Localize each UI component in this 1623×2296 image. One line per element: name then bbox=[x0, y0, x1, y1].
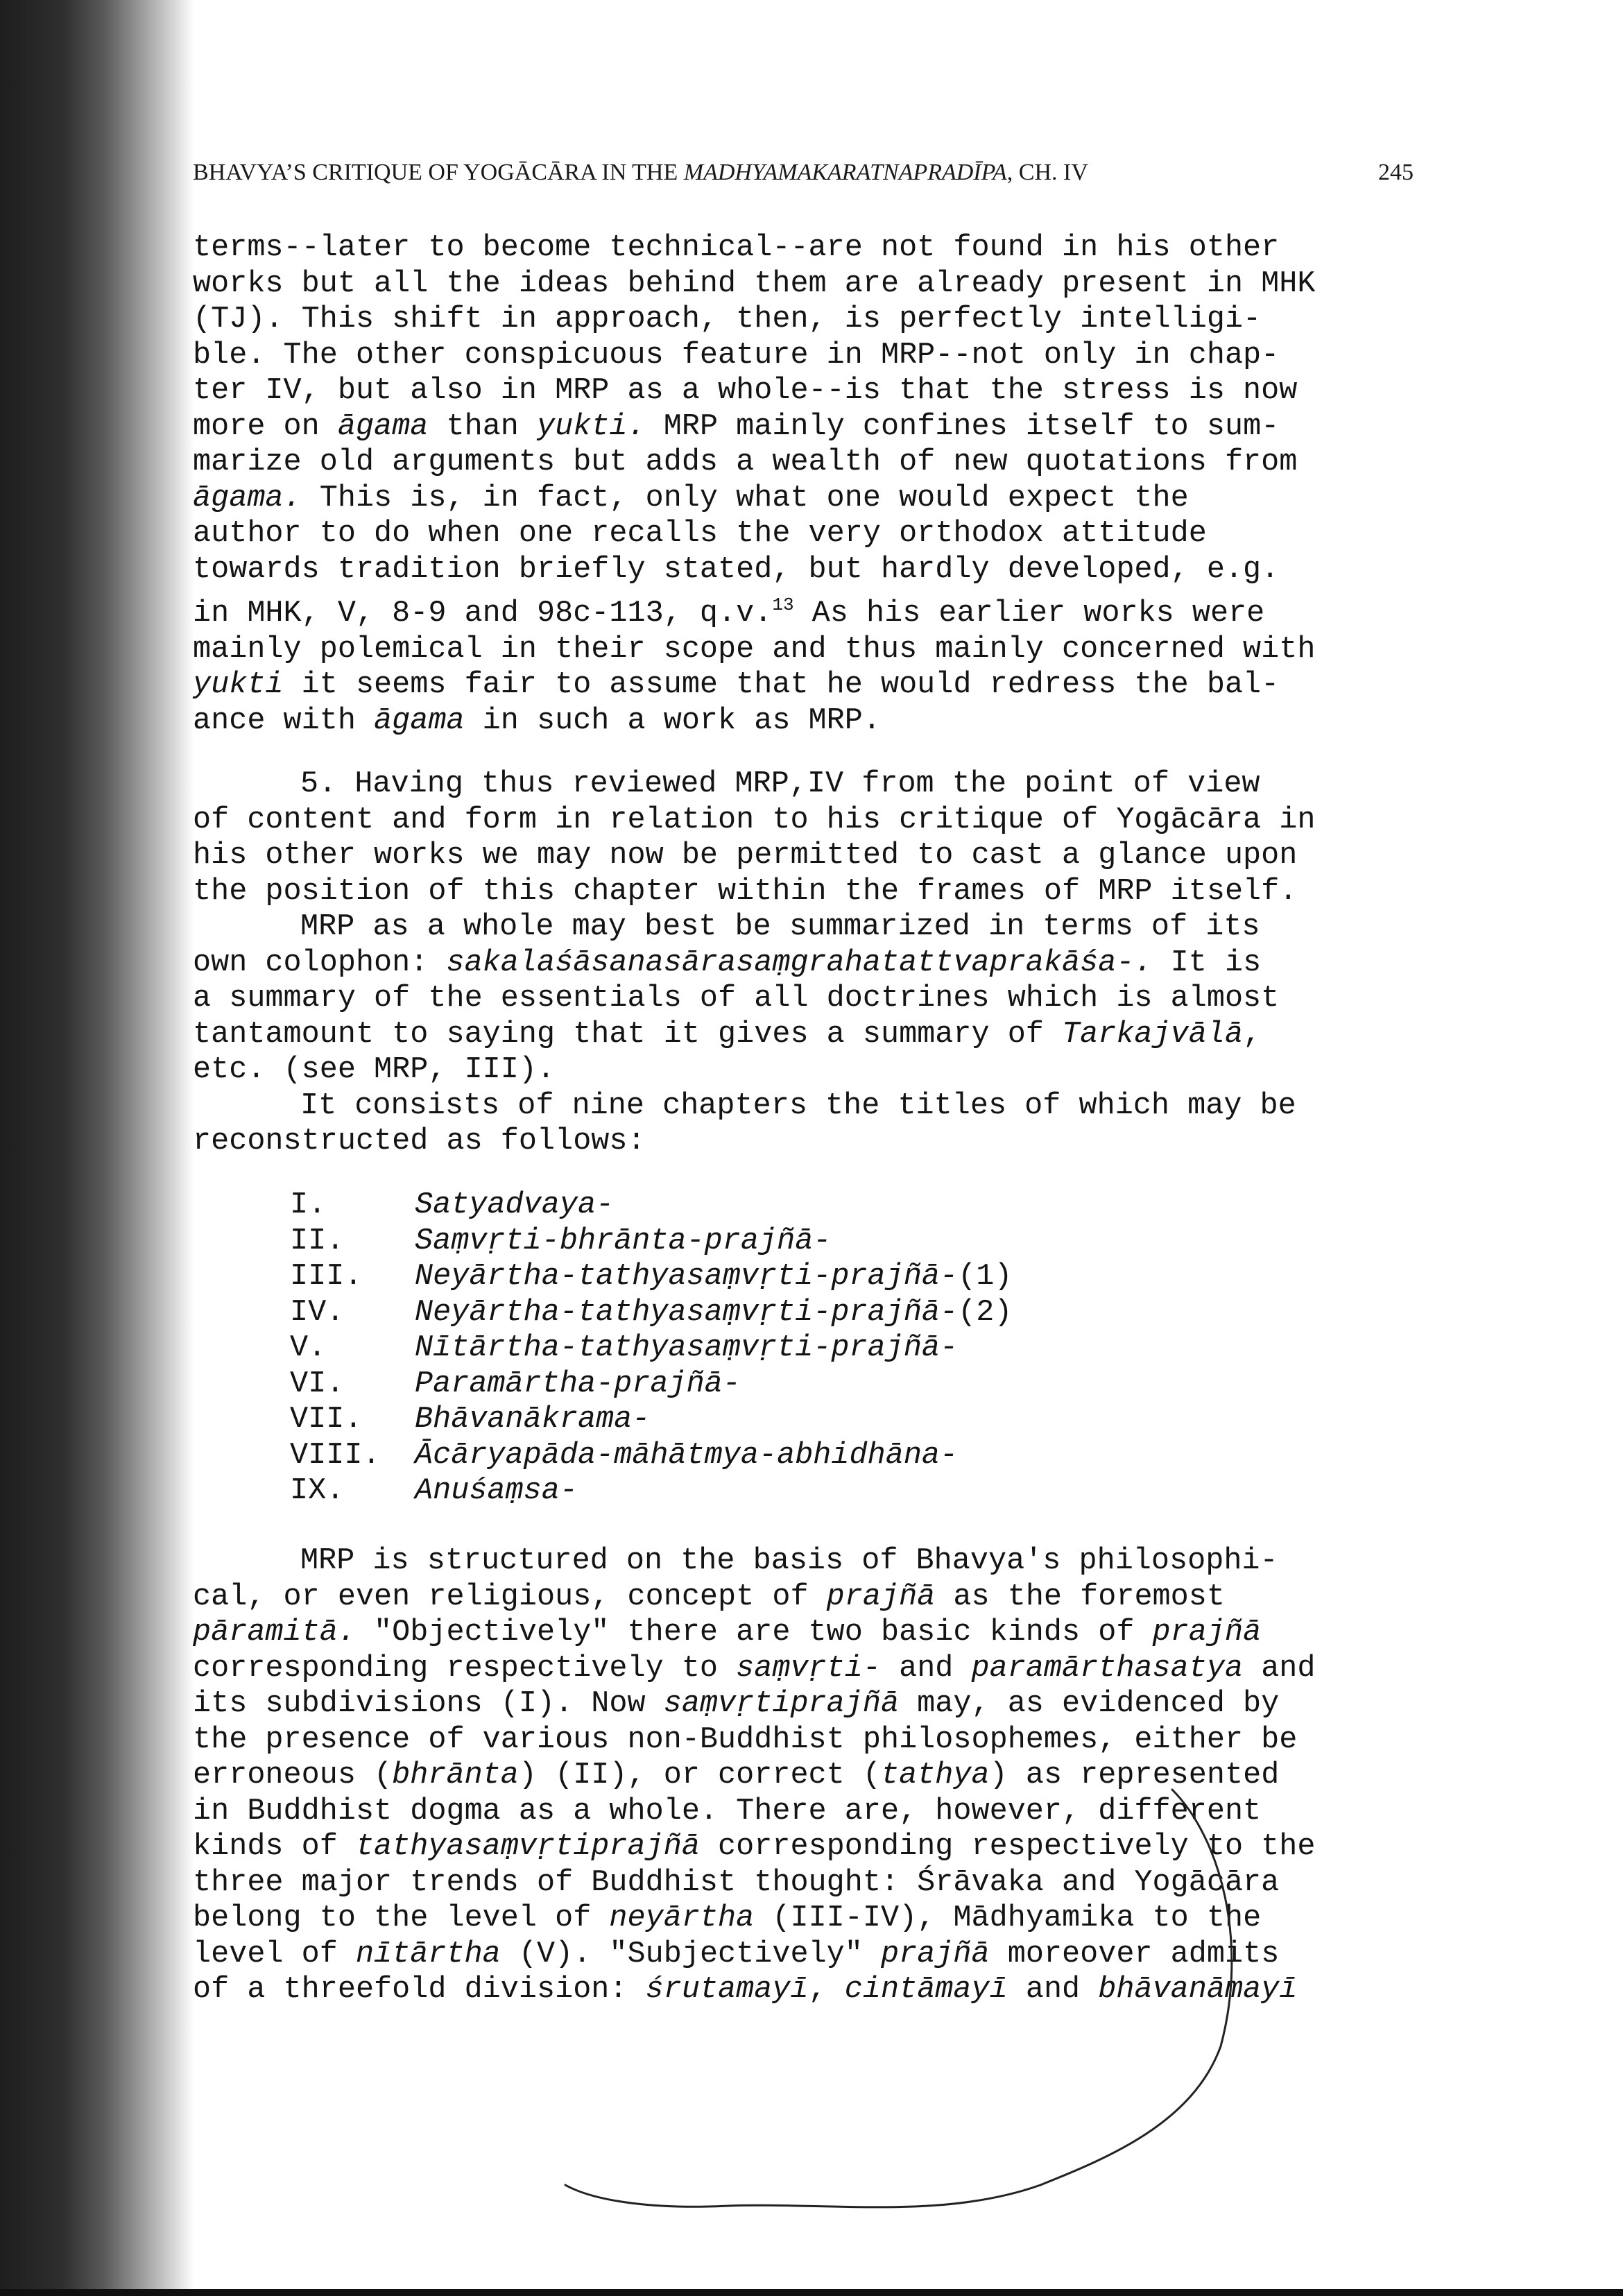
list-item: VI. Paramārtha-prajñā- bbox=[290, 1367, 741, 1401]
list-item: VII. Bhāvanākrama- bbox=[290, 1403, 651, 1437]
paragraph-2: 5. Having thus reviewed MRP,IV from the point of view of content and form in relation to his critique of Yogācāra in his other works we may now be permitted to cast a glance upon the position of this chapter within the frames of MRP itself. MRP as a whole may best be summarized in terms of its own colophon: sakalaśāsanasārasaṃgrahatattvaprakāśa-. It is a summary of the essentials of all doctrines which is almost tantamount to saying that it gives a summary of Tarkajvālā, etc. (see MRP, III). It consists of nine chapters the titles of which may be reconstructed as follows: bbox=[193, 767, 1316, 1158]
paragraph-3: MRP is structured on the basis of Bhavya's philosophi- cal, or even religious, concept of prajñā as the foremost pāramitā. "Objectively" there are two basic kinds of prajñā corresponding respectively to saṃvṛti- and paramārthasatya and its subdivisions (I). Now saṃvṛtiprajñā may, as evidenced by the presence of various non-Buddhist philosophemes, either be erroneous (bhrānta) (II), or correct (tathya) as represented in Buddhist dogma as a whole. There are, however, different kinds of tathyasaṃvṛtiprajñā corresponding respectively to the three major trends of Buddhist thought: Śrāvaka and Yogācāra belong to the level of neyārtha (III-IV), Mādhyamika to the level of nītārtha (V). "Subjectively" prajñā moreover admits of a threefold division: śrutamayī, cintāmayī and bhāvanāmayī bbox=[193, 1544, 1316, 2007]
list-item: I. Satyadvaya- bbox=[290, 1188, 615, 1222]
page-number: 245 bbox=[1378, 160, 1414, 185]
list-item: VIII. Ācāryapāda-māhātmya-abhidhāna- bbox=[290, 1438, 959, 1473]
list-item: IX. Anuśaṃsa- bbox=[290, 1474, 578, 1508]
list-item: II. Saṃvṛti-bhrānta-prajñā- bbox=[290, 1224, 832, 1258]
footnote-ref: 13 bbox=[772, 594, 794, 615]
running-title: BHAVYA’S CRITIQUE OF YOGĀCĀRA IN THE MADHYAMAKARATNAPRADĪPA, CH. IV bbox=[193, 160, 1088, 185]
paragraph-1: terms--later to become technical--are not found in his other works but all the ideas behind them are already present in MHK (TJ). This shift in approach, then, is perfectly intelligi- ble. The other conspicuous feature in MRP--not only in chap- ter IV, but also in MRP as a whole--is that the stress is now more on āgama than yukti. MRP mainly confines itself to sum- marize old arguments but adds a wealth of new quotations from āgama. This is, in fact, only what one would expect the author to do when one recalls the very orthodox attitude towards tradition briefly stated, but hardly developed, e.g. in MHK, V, 8-9 and 98c-113, q.v.$^{13}$ As his earlier works were mainly polemical in their scope and thus mainly concerned with yukti it seems fair to assume that he would redress the bal- ance with āgama in such a work as MRP. bbox=[193, 231, 1316, 738]
list-item: IV. Neyārtha-tathyasaṃvṛti-prajñā- (2) bbox=[290, 1295, 1013, 1330]
list-item: III. Neyārtha-tathyasaṃvṛti-prajñā- (1) bbox=[290, 1260, 1013, 1294]
list-item: V. Nītārtha-tathyasaṃvṛti-prajñā- bbox=[290, 1331, 959, 1365]
